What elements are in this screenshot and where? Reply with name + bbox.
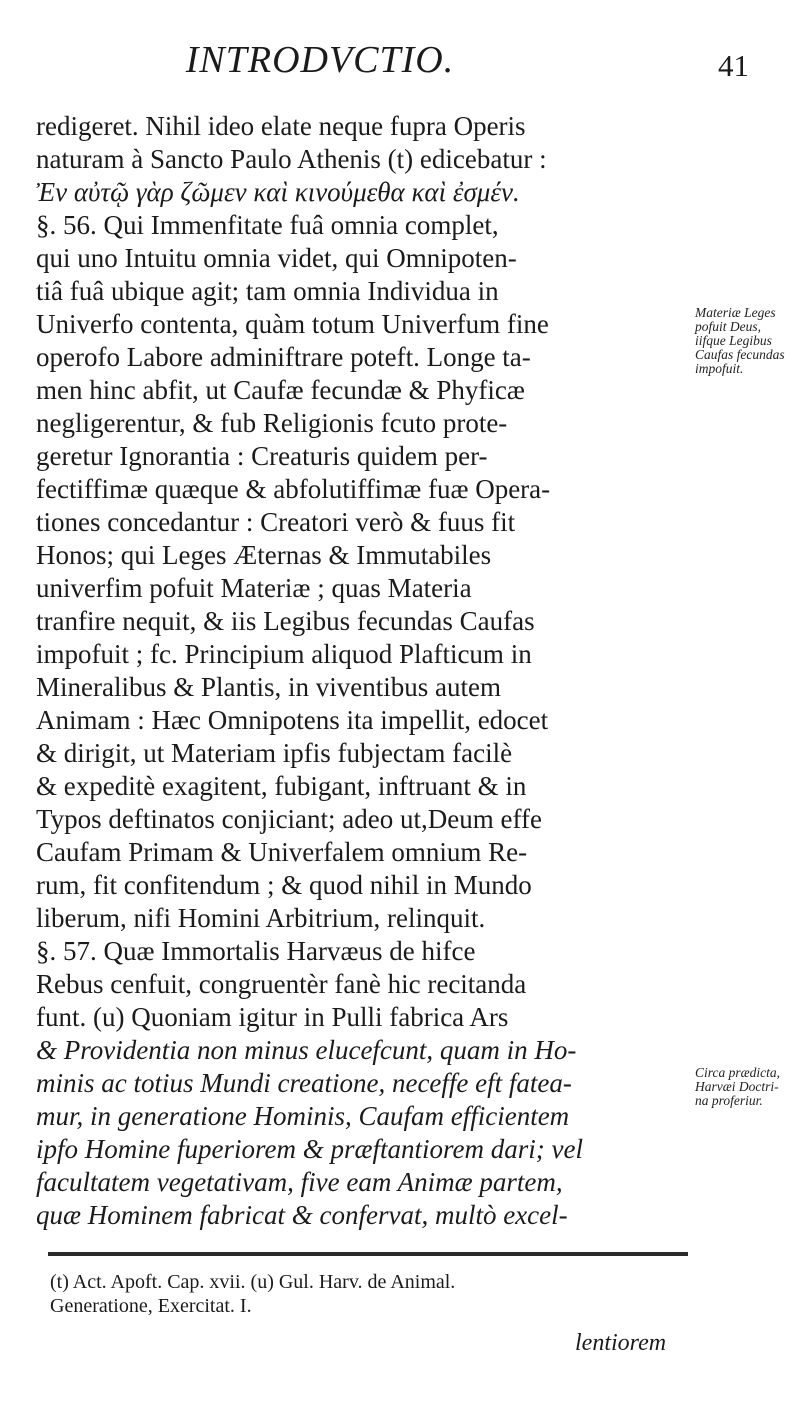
margin-note-line: impofuit. xyxy=(695,361,744,376)
catchword: lentiorem xyxy=(575,1330,667,1356)
text-line: men hinc abfit, ut Caufæ fecundæ & Phyficæ xyxy=(36,375,525,405)
footnote-line: (t) Act. Apoft. Cap. xvii. (u) Gul. Harv. de Animal. xyxy=(50,1271,456,1293)
text-line: funt. (u) Quoniam igitur in Pulli fabrica Ars xyxy=(36,1002,509,1032)
text-line: & expeditè exagitent, fubigant, inftruant & in xyxy=(36,771,527,801)
text-line: univerfim pofuit Materiæ ; quas Materia xyxy=(36,573,472,603)
text-line: geretur Ignorantia : Creaturis quidem per- xyxy=(36,441,488,471)
body-text xyxy=(36,110,676,1232)
text-line: negligerentur, & fub Religionis fcuto prote- xyxy=(36,408,508,438)
margin-note-line: Harvæi Doctri- xyxy=(695,1079,779,1094)
margin-note-line: pofuit Deus, xyxy=(695,319,761,334)
page-number: 41 xyxy=(718,48,749,83)
margin-note-line: iifque Legibus xyxy=(695,333,772,348)
text-line: Animam : Hæc Omnipotens ita impellit, edocet xyxy=(36,705,549,735)
text-line: §. 57. Quæ Immortalis Harvæus de hifce xyxy=(36,936,476,966)
text-line: Typos deftinatos conjiciant; adeo ut,Deum effe xyxy=(36,804,542,834)
footnote-rule xyxy=(48,1252,688,1256)
footnote-line: Generatione, Exercitat. I. xyxy=(50,1295,252,1317)
text-line: & dirigit, ut Materiam ipfis fubjectam facilè xyxy=(36,738,513,768)
margin-note-line: Materiæ Leges xyxy=(695,305,776,320)
text-line: Mineralibus & Plantis, in viventibus autem xyxy=(36,672,501,702)
text-line: Ἐν αὐτῷ γὰρ ζῶμεν καὶ κινούμεθα καὶ ἐσμέν. xyxy=(36,177,520,207)
text-line: rum, fit confitendum ; & quod nihil in Mundo xyxy=(36,870,532,900)
text-line: minis ac totius Mundi creatione, neceffe eft fatea- xyxy=(36,1068,572,1098)
text-line: tiâ fuâ ubique agit; tam omnia Individua in xyxy=(36,276,499,306)
text-line: tranfire nequit, & iis Legibus fecundas Caufas xyxy=(36,606,535,636)
text-line: Rebus cenfuit, congruentèr fanè hic recitanda xyxy=(36,969,527,999)
text-line: liberum, nifi Homini Arbitrium, relinquit. xyxy=(36,903,486,933)
margin-note-harvaei xyxy=(695,1066,795,1108)
text-line: Univerfo contenta, quàm totum Univerfum fine xyxy=(36,309,549,339)
text-line: mur, in generatione Hominis, Caufam efficientem xyxy=(36,1101,570,1131)
margin-note-line: Caufas fecundas xyxy=(695,347,785,362)
footnotes xyxy=(50,1270,690,1318)
text-line: redigeret. Nihil ideo elate neque fupra Operis xyxy=(36,111,526,141)
margin-note-line: Circa prædicta, xyxy=(695,1065,781,1080)
text-line: fectiffimæ quæque & abfolutiffimæ fuæ Opera- xyxy=(36,474,551,504)
text-line: impofuit ; fc. Principium aliquod Plafticum in xyxy=(36,639,532,669)
text-line: operofo Labore adminiftrare poteft. Longe ta- xyxy=(36,342,531,372)
text-line: & Providentia non minus elucefcunt, quam in Ho- xyxy=(36,1035,577,1065)
text-line: Caufam Primam & Univerfalem omnium Re- xyxy=(36,837,528,867)
running-head: INTRODVCTIO. xyxy=(185,39,455,81)
text-line: facultatem vegetativam, five eam Animæ partem, xyxy=(36,1167,563,1197)
text-line: Honos; qui Leges Æternas & Immutabiles xyxy=(36,540,492,570)
text-line: ipfo Homine fuperiorem & præftantiorem dari; vel xyxy=(36,1134,583,1164)
margin-note-leges xyxy=(695,306,795,376)
text-line: §. 56. Qui Immenfitate fuâ omnia complet, xyxy=(36,210,499,240)
text-line: tiones concedantur : Creatori verò & fuus fit xyxy=(36,507,516,537)
text-line: naturam à Sancto Paulo Athenis (t) edicebatur : xyxy=(36,144,547,174)
margin-note-line: na proferiur. xyxy=(695,1093,763,1108)
text-line: quæ Hominem fabricat & confervat, multò excel- xyxy=(36,1200,568,1230)
text-line: qui uno Intuitu omnia videt, qui Omnipoten- xyxy=(36,243,517,273)
